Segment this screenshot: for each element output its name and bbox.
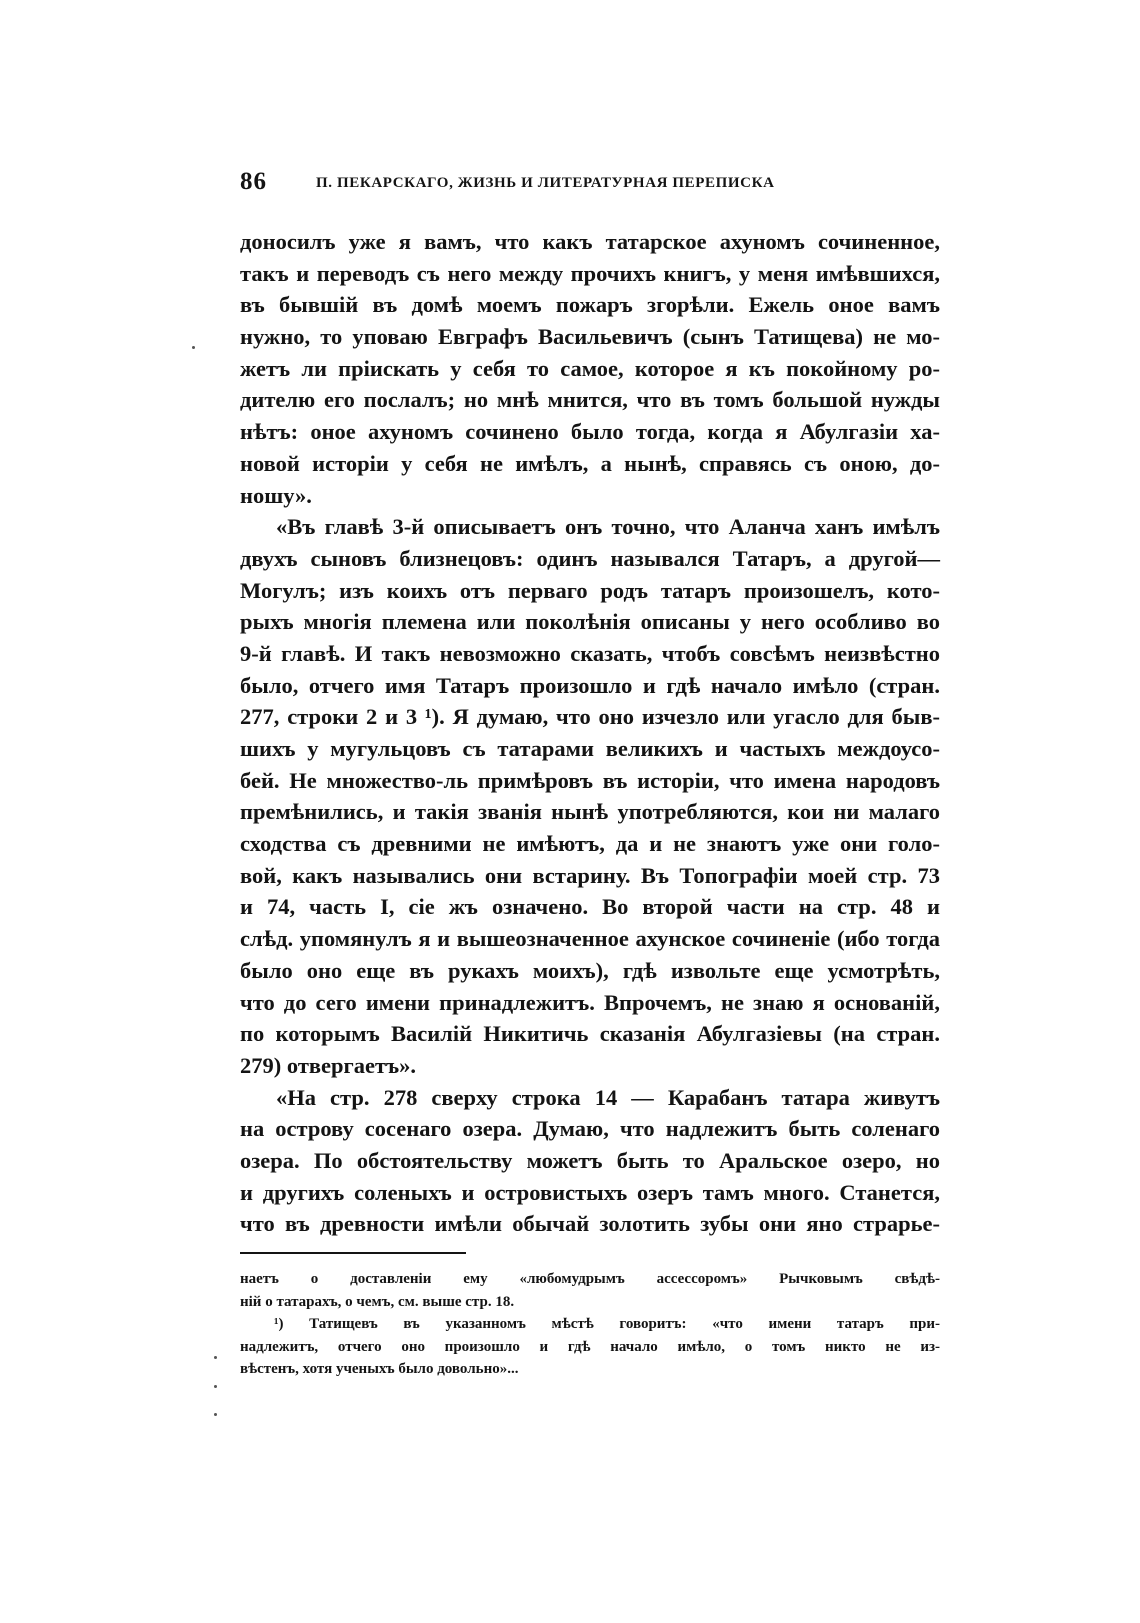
text-line: сходства съ древними не имѣютъ, да и не знаютъ уже они голо- xyxy=(240,831,940,857)
text-line: по которымъ Василій Никитичь сказанія Абулгазіевы (на стран. xyxy=(240,1021,940,1047)
text-line: нѣтъ: оное ахуномъ сочинено было тогда, когда я Абулгазіи ха- xyxy=(240,419,940,445)
text-line: слѣд. упомянулъ я и вышеозначенное ахунское сочиненіе (ибо тогда xyxy=(240,926,940,952)
footnote-line: наетъ о доставленіи ему «любомудрымъ ассессоромъ» Рычковымъ свѣдѣ- xyxy=(240,1271,940,1287)
text-line: нужно, то уповаю Евграфъ Васильевичъ (сынъ Татищева) не мо- xyxy=(240,324,940,350)
footnote-line: надлежитъ, отчего оно произошло и гдѣ начало имѣло, о томъ никто не из- xyxy=(240,1338,940,1355)
main-text xyxy=(240,226,940,1240)
text-line: и 74, часть I, сіе жъ означено. Во второй части на стр. 48 и xyxy=(240,894,940,920)
text-line: вой, какъ назывались они встарину. Въ Топографіи моей стр. 73 xyxy=(240,862,940,888)
text-line: было оно еще въ рукахъ моихъ), гдѣ извольте еще усмотрѣть, xyxy=(240,957,940,983)
text-line: на острову сосенаго озера. Думаю, что надлежитъ быть соленаго xyxy=(240,1116,940,1142)
text-line: «На стр. 278 сверху строка 14 — Карабанъ татара живутъ xyxy=(276,1084,940,1110)
scan-speck xyxy=(214,1385,217,1388)
footnotes xyxy=(240,1268,940,1381)
text-line: такъ и переводъ съ него между прочихъ книгъ, у меня имѣвшихся, xyxy=(240,260,940,286)
scan-speck xyxy=(192,346,195,349)
running-head: П. ПЕКАРСКАГО, ЖИЗНЬ И ЛИТЕРАТУРНАЯ ПЕРЕПИСКА xyxy=(316,175,775,191)
text-line: 9-й главѣ. И такъ невозможно сказать, чтобъ совсѣмъ неизвѣстно xyxy=(240,640,940,666)
text-line: что до сего имени принадлежитъ. Впрочемъ, не знаю я основаній, xyxy=(240,989,940,1015)
page-header xyxy=(240,168,940,198)
text-line: 279) отвергаетъ». xyxy=(240,1052,417,1078)
footnote-line: вѣстенъ, хотя ученыхъ было довольно»... xyxy=(240,1361,519,1377)
footnote-line: ній о татарахъ, о чемъ, см. выше стр. 18. xyxy=(240,1293,515,1310)
text-line: было, отчего имя Татаръ произошло и гдѣ начало имѣло (стран. xyxy=(240,672,940,698)
scan-speck xyxy=(214,1413,217,1416)
text-line: «Въ главѣ 3-й описываетъ онъ точно, что Аланча ханъ имѣлъ xyxy=(276,514,940,540)
text-line: Могулъ; изъ коихъ отъ перваго родъ татаръ произошелъ, кото- xyxy=(240,577,940,603)
text-line: шихъ у мугульцовъ съ татарами великихъ и частыхъ междоусо- xyxy=(240,736,940,761)
page-number: 86 xyxy=(240,168,267,195)
footnote-line: ¹) Татищевъ въ указанномъ мѣстѣ говоритъ: «что имени татаръ при- xyxy=(274,1316,940,1332)
text-line: доносилъ уже я вамъ, что какъ татарское ахуномъ сочиненное, xyxy=(240,229,940,254)
text-line: озера. По обстоятельству можетъ быть то Аральское озеро, но xyxy=(240,1147,940,1173)
text-line: 277, строки 2 и 3 ¹). Я думаю, что оно изчезло или угасло для быв- xyxy=(240,704,940,730)
text-line: рыхъ многія племена или поколѣнія описаны у него особливо во xyxy=(240,609,940,635)
text-line: премѣнились, и такія званія нынѣ употребляются, кои ни малаго xyxy=(240,799,940,825)
text-line: жетъ ли пріискать у себя то самое, которое я къ покойному ро- xyxy=(240,355,940,381)
text-line: двухъ сыновъ близнецовъ: одинъ назывался Татаръ, а другой— xyxy=(240,545,940,571)
text-line: дителю его послалъ; но мнѣ мнится, что въ томъ большой нужды xyxy=(240,387,940,413)
scan-speck xyxy=(214,1356,217,1359)
text-line: ношу». xyxy=(240,482,312,508)
text-line: новой исторіи у себя не имѣлъ, а нынѣ, справясь съ оною, до- xyxy=(240,450,940,476)
text-line: и другихъ соленыхъ и островистыхъ озеръ тамъ много. Станется, xyxy=(240,1179,940,1205)
text-line: что въ древности имѣли обычай золотить зубы они яно страрье- xyxy=(240,1211,940,1237)
footnote-divider xyxy=(240,1252,466,1254)
text-line: бей. Не множество-ль примѣровъ въ исторіи, что имена народовъ xyxy=(240,767,940,793)
text-line: въ бывшій въ домѣ моемъ пожаръ згорѣли. Ежель оное вамъ xyxy=(240,292,940,318)
